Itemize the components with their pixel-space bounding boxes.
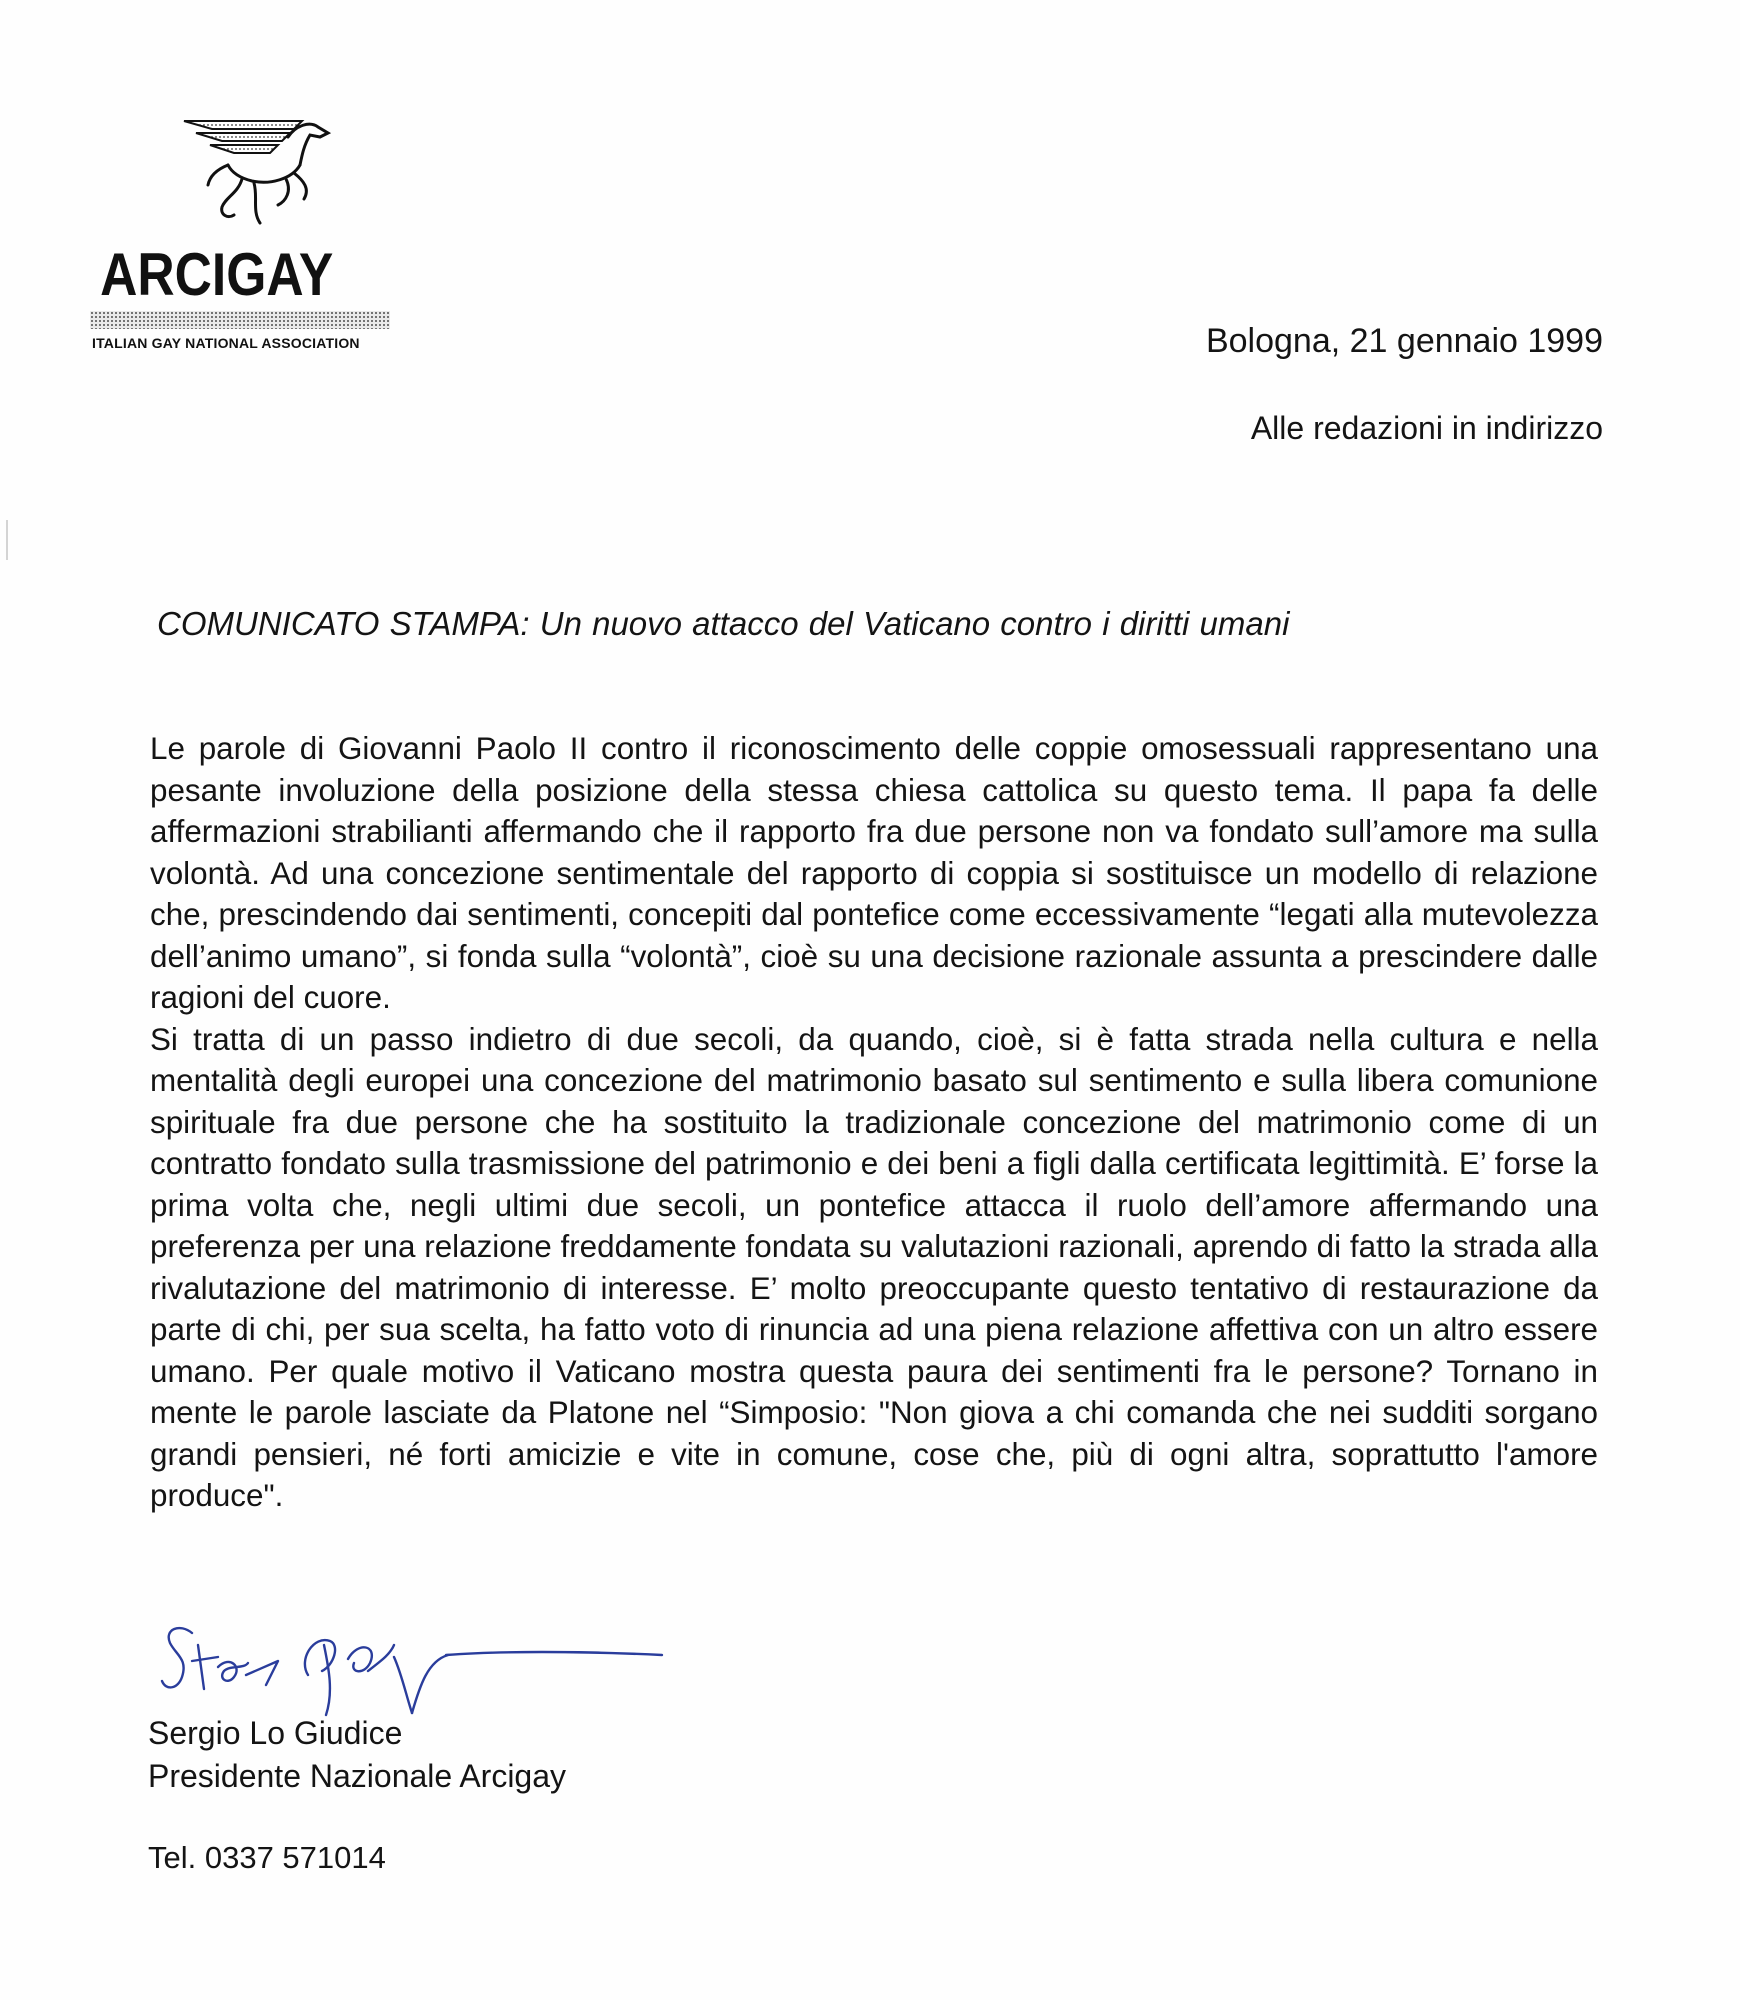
letter-body [150,728,1598,1517]
logo-dotted-bar [90,311,390,329]
arcigay-logo [92,115,412,365]
press-release-subject: COMUNICATO STAMPA: Un nuovo attacco del Vaticano contro i diritti umani [157,605,1290,642]
signer-role: Presidente Nazionale Arcigay [148,1758,567,1794]
scan-edge-mark [6,520,8,560]
body-paragraph-1: Le parole di Giovanni Paolo II contro il riconoscimento delle coppie omosessuali rappresentano una pesante involuzione della posizione della stessa chiesa cattolica su questo tema. Il papa fa delle affermazioni strabilianti affermando che il rapporto fra due persone non va fondato sull’amore ma sulla volontà. Ad una concezione sentimentale del rapporto di coppia si sostituisce un modello di relazione che, prescindendo dai sentimenti, concepiti dal pontefice come eccessivamente “legati alla mutevolezza dell’animo umano”, si fonda sulla “volontà”, cioè su una decisione razionale assunta a prescindere dalle ragioni del cuore. [150,731,1598,1015]
logo-wordmark: ARCIGAY [100,241,334,308]
pegasus-icon [182,115,332,235]
recipients-line: Alle redazioni in indirizzo [1250,410,1603,446]
logo-tagline: ITALIAN GAY NATIONAL ASSOCIATION [92,335,360,351]
handwritten-signature [158,1615,678,1730]
letter-date: Bologna, 21 gennaio 1999 [1205,322,1603,360]
signer-name: Sergio Lo Giudice [148,1715,403,1751]
body-paragraph-2: Si tratta di un passo indietro di due secoli, da quando, cioè, si è fatta strada nella cultura e nella mentalità degli europei una concezione del matrimonio basato sul sentimento e sulla libera comunione spirituale fra due persone che ha sostituito la tradizionale concezione del matrimonio come di un contratto fondato sulla trasmissione del patrimonio e dei beni a figli dalla certificata legittimità. E’ forse la prima volta che, negli ultimi due secoli, un pontefice attacca il ruolo dell’amore affermando una preferenza per una relazione freddamente fondata su valutazioni razionali, aprendo di fatto la strada alla rivalutazione del matrimonio di interesse. E’ molto preoccupante questo tentativo di restaurazione da parte di chi, per sua scelta, ha fatto voto di rinuncia ad una piena relazione affettiva con un altro essere umano. Per quale motivo il Vaticano mostra questa paura dei sentimenti fra le persone? Tornano in mente le parole lasciate da Platone nel “Simposio: "Non giova a chi comanda che nei sudditi sorgano grandi pensieri, né forti amicizie e vite in comune, cose che, più di ogni altra, soprattutto l'amore produce". [150,1021,1598,1513]
contact-phone: Tel. 0337 571014 [148,1840,386,1875]
